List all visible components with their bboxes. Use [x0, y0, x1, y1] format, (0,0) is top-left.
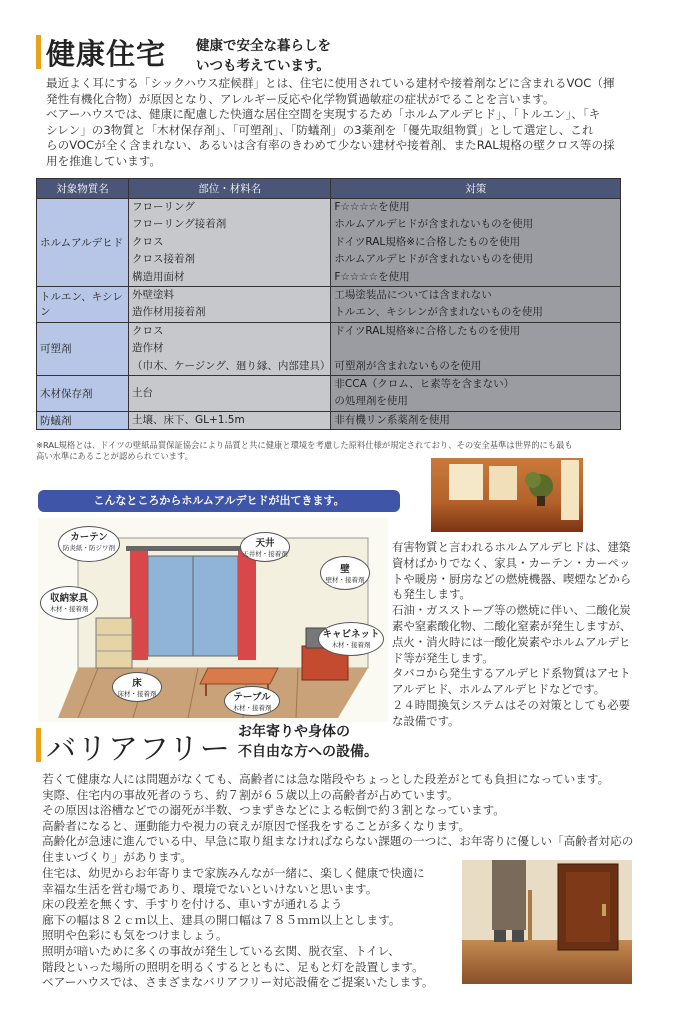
label-cabinet [318, 622, 384, 656]
aldehyde-line: 石油・ガスストーブ等の燃焼に伴い、二酸化炭 [392, 603, 631, 618]
aldehyde-line: も発生します。 [392, 587, 471, 602]
section2-accent-bar [36, 728, 41, 762]
substance-cell: 防蟻剤 [37, 411, 129, 429]
label-sub: 天井材・接着剤 [242, 550, 288, 558]
label-wall [320, 556, 370, 590]
section2-title: バリアフリー [46, 732, 231, 767]
measures-cell [331, 322, 621, 375]
measure-line: 非有機リン系薬剤を使用 [334, 413, 450, 426]
aldehyde-line: 有害物質と言われるホルムアルデヒドは、建築 [392, 540, 631, 554]
body-line: シレン」の3物質と「木材保存剤」、「可塑剤」、「防蟻剤」の3薬剤を「優先取組物質」として選定し、これ [46, 122, 594, 137]
label-name: カーテン [70, 532, 108, 543]
substance-cell: ホルムアルデヒド [37, 199, 129, 287]
label-sub: 床材・接着剤 [117, 690, 157, 698]
measure-line: F☆☆☆☆を使用 [334, 270, 410, 283]
label-name: 天井 [255, 538, 275, 549]
aldehyde-line: タバコから発生するアルデヒド系物質はアセト [392, 666, 631, 681]
section2-subtitle-line2: 不自由な方への設備。 [238, 744, 378, 760]
body-line: その原因は浴槽などでの溺死が半数、つまずきなどによる転倒で約３割となっています。 [42, 803, 505, 818]
aldehyde-line: ２４時間換気システムはその対策としても必要 [392, 697, 631, 712]
hallway-photo [462, 860, 632, 984]
parts-cell [129, 286, 331, 322]
label-curtain [58, 526, 120, 562]
table-row [37, 375, 621, 411]
body-line: 高齢化が急速に進んでいる中、早急に取り組まなければならない課題の一つに、お年寄りに優しい「高齢者対応の [42, 834, 634, 849]
table-row [37, 411, 621, 429]
body-line: らのVOCが全く含まれない、あるいは含有率のきわめて少ない建材や接着剤、またRAL規格の壁クロス等の採 [46, 138, 615, 153]
table-row [37, 286, 621, 322]
body-line: 最近よく耳にする「シックハウス症候群」とは、住宅に使用されている建材や接着剤などに含まれるVOC（揮 [46, 76, 615, 90]
parts-line: クロス接着剤 [132, 253, 195, 266]
label-sub: 木材・接着剤 [232, 704, 272, 712]
body-line: 階段といった場所の照明を明るくするとともに、足もと灯を設置します。 [42, 959, 424, 974]
section1-accent-bar [36, 35, 41, 69]
body-line: 廊下の幅は８２ｃｍ以上、建具の開口幅は７８５ｍｍ以上とします。 [42, 912, 401, 927]
table-header-row [37, 179, 621, 199]
table-header-parts: 部位・材料名 [129, 179, 331, 199]
parts-line: 土壌、床下、GL+1.5m [132, 413, 245, 426]
label-name: テーブル [233, 692, 271, 703]
table-row [37, 199, 621, 287]
body-line: 住まいづくり」があります。 [42, 849, 192, 864]
section1-subtitle [196, 36, 331, 76]
measure-line: 可塑剤が含まれないものを使用 [334, 359, 482, 372]
substance-table-wrapper [36, 178, 621, 430]
substance-cell: 可塑剤 [37, 322, 129, 375]
measure-line: トルエン、キシレンが含まれないものを使用 [334, 306, 543, 319]
body-line: 用を推進しています。 [46, 153, 162, 168]
aldehyde-line: な設備です。 [392, 713, 460, 728]
parts-line: （巾木、ケージング、廻り縁、内部建具） [132, 359, 331, 372]
measure-line: 非CCA（クロム、ヒ素等を含まない） [334, 377, 515, 390]
aldehyde-line: 資材ばかりでなく、家具・カーテン・カーペッ [392, 555, 631, 570]
substance-table [36, 178, 621, 430]
body-line: 若くて健康な人には問題がなくても、高齢者には急な階段やちょっとした段差がとても負担になっています。 [42, 772, 610, 786]
table-header-substance: 対象物質名 [37, 179, 129, 199]
section1-title: 健康住宅 [46, 37, 167, 71]
section2-body-narrow [42, 866, 458, 991]
label-name: キャビネット [322, 629, 380, 640]
parts-cell [129, 199, 331, 287]
table-header-measures: 対策 [331, 179, 621, 199]
parts-line: クロス [132, 235, 164, 248]
measures-cell [331, 411, 621, 429]
body-line: ベアーハウスでは、健康に配慮した快適な居住空間を実現するため「ホルムアルデヒド」、「トルエン」、「キ [46, 107, 601, 122]
aldehyde-text [392, 540, 652, 730]
aldehyde-line: 素や窒素酸化物、二酸化窒素が発生しますが、 [392, 618, 632, 633]
section2-body-full [42, 772, 662, 866]
body-line: ベアーハウスでは、さまざまなバリアフリー対応設備をご提案いたします。 [42, 975, 434, 990]
label-name: 壁 [340, 564, 350, 575]
aldehyde-line: ド等が発生します。 [392, 650, 494, 665]
label-name: 床 [132, 678, 142, 689]
label-sub: 木材・接着剤 [49, 605, 89, 613]
label-sub: 防炎紙・防ジワ剤 [63, 544, 115, 552]
body-line: 床の段差を無くす、手すりを付ける、車いすが通れるよう [42, 897, 343, 912]
label-sub: 木材・接着剤 [331, 641, 371, 649]
parts-line: 造作材用接着剤 [132, 306, 206, 319]
parts-line: フローリング [132, 201, 195, 213]
parts-line: 造作材 [132, 342, 164, 355]
measure-line: 工場塗装品については含まれない [334, 288, 492, 301]
measures-cell [331, 286, 621, 322]
body-line: 高齢者になると、運動能力や視力の衰えが原因で怪我をすることが多くなります。 [42, 818, 471, 833]
living-room-image [431, 458, 583, 532]
section1-body [46, 76, 646, 170]
measure-line: F☆☆☆☆を使用 [334, 201, 410, 213]
label-storage-furniture [40, 586, 98, 620]
measures-cell [331, 199, 621, 287]
measure-line: ホルムアルデヒドが含まれないものを使用 [334, 218, 534, 231]
footnote-line1: ※RAL規格とは、ドイツの壁紙品質保証協会により品質と共に健康と環境を考慮した原料仕様が規定されており、その安全基準は世界的にも最も [36, 440, 573, 450]
substance-cell: トルエン、キシレン [37, 286, 129, 322]
substance-cell: 木材保存剤 [37, 375, 129, 411]
parts-cell [129, 375, 331, 411]
label-sub: 壁材・接着剤 [325, 576, 365, 584]
section1-subtitle-line2: いつも考えています。 [196, 58, 330, 74]
body-line: 発性有機化合物）が原因となり、アレルギー反応や化学物質過敏症の症状がでることを言います。 [46, 91, 555, 106]
body-line: 照明が暗いために多くの事故が発生している玄関、脱衣室、トイレ、 [42, 943, 400, 958]
body-line: 住宅は、幼児からお年寄りまで家族みんなが一緒に、楽しく健康で快適に [42, 866, 425, 880]
section1-subtitle-line1: 健康で安全な暮らしを [196, 38, 331, 54]
footnote-line2: 高い水準にあることが認められています。 [36, 451, 193, 461]
section2-subtitle [238, 722, 378, 762]
measure-line [334, 340, 620, 357]
aldehyde-line: トや暖房・厨房などの燃焼機器、喫煙などから [392, 571, 632, 586]
hallway-image [462, 860, 632, 984]
label-table [224, 686, 280, 716]
parts-line: 外壁塗料 [132, 288, 174, 301]
body-line: 実際、住宅内の事故死者のうち、約７割が６５歳以上の高齢者が占めています。 [42, 787, 459, 802]
parts-line: 土台 [132, 386, 153, 399]
parts-line: クロス [132, 324, 164, 337]
parts-line: フローリング接着剤 [132, 218, 227, 231]
measure-line: の処理剤を使用 [334, 395, 408, 408]
label-name: 収納家具 [49, 593, 88, 604]
label-ceiling [240, 532, 290, 562]
parts-cell [129, 411, 331, 429]
measure-line: ドイツRAL規格※に合格したものを使用 [334, 324, 521, 337]
measure-line: ホルムアルデヒドが含まれないものを使用 [334, 253, 534, 266]
parts-cell [129, 322, 331, 375]
living-room-photo [431, 458, 583, 532]
measures-cell [331, 375, 621, 411]
body-line: 照明や色彩にも気をつけましょう。 [42, 928, 228, 943]
table-row [37, 322, 621, 375]
body-line: 幸福な生活を営む場であり、環境でないといけないと思います。 [42, 881, 378, 896]
formaldehyde-banner: こんなところからホルムアルデヒドが出てきます。 [38, 490, 400, 512]
label-floor [112, 672, 162, 702]
aldehyde-line: 点火・消火時には一酸化炭素やホルムアルデヒ [392, 634, 631, 649]
section2-subtitle-line1: お年寄りや身体の [238, 724, 350, 740]
measure-line: ドイツRAL規格※に合格したものを使用 [334, 235, 521, 248]
parts-line: 構造用面材 [132, 270, 185, 283]
aldehyde-line: アルデヒド、ホルムアルデヒドなどです。 [392, 682, 606, 697]
